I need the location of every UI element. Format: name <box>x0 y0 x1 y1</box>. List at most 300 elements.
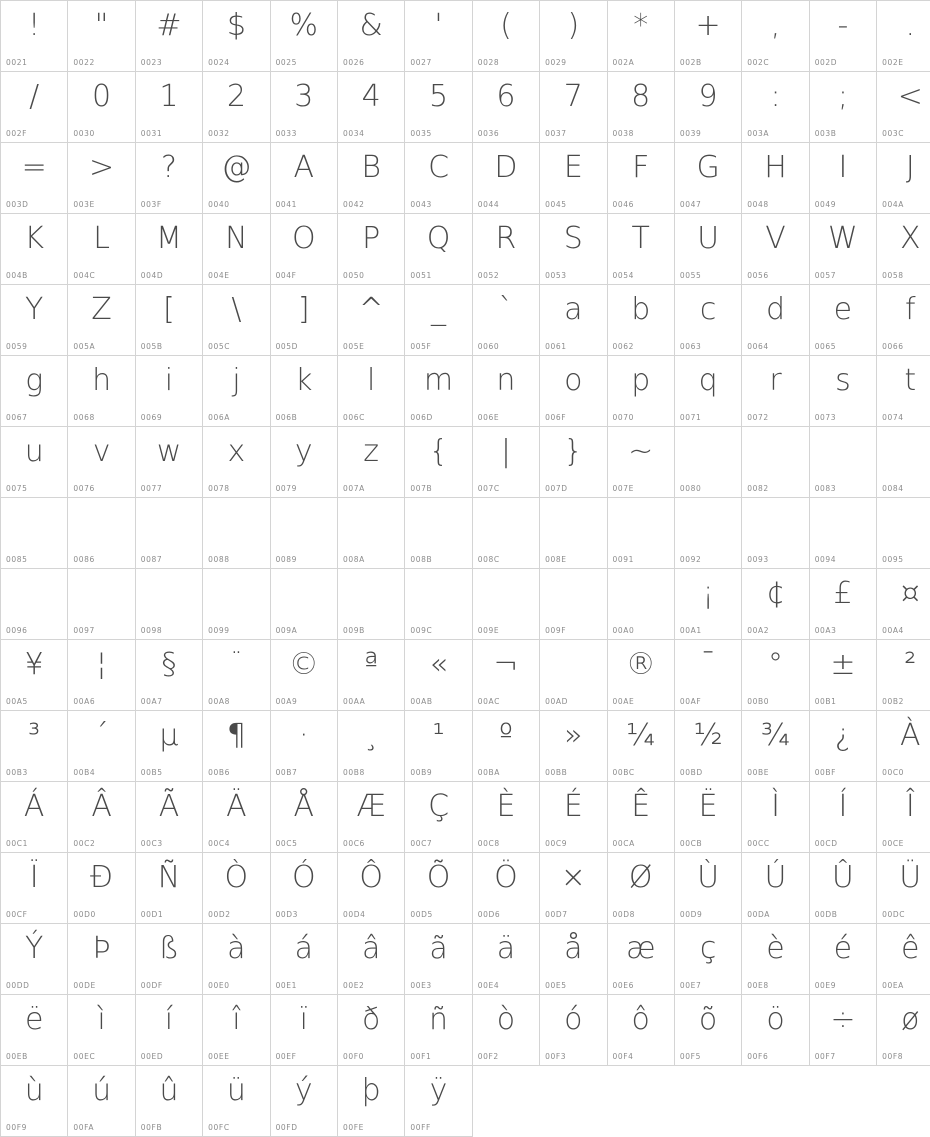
glyph-codepoint: 00B0 <box>747 697 769 706</box>
glyph-character: Ë <box>675 782 741 832</box>
glyph-cell[interactable] <box>270 924 337 995</box>
glyph-cell[interactable] <box>674 782 741 853</box>
glyph-cell[interactable] <box>540 498 607 569</box>
glyph-cell[interactable] <box>203 640 270 711</box>
glyph-codepoint: 0072 <box>747 413 769 422</box>
glyph-cell[interactable] <box>472 711 539 782</box>
glyph-character <box>742 498 808 548</box>
glyph-cell[interactable] <box>674 853 741 924</box>
glyph-cell[interactable] <box>809 498 876 569</box>
glyph-cell[interactable] <box>607 640 674 711</box>
glyph-cell[interactable] <box>337 995 404 1066</box>
glyph-codepoint: 0029 <box>545 58 567 67</box>
glyph-cell[interactable] <box>540 1 607 72</box>
glyph-character: - <box>810 1 876 51</box>
glyph-cell[interactable] <box>674 569 741 640</box>
glyph-cell[interactable] <box>270 214 337 285</box>
glyph-cell[interactable] <box>203 995 270 1066</box>
glyph-codepoint: 00D8 <box>613 910 636 919</box>
glyph-character: Q <box>405 214 471 264</box>
glyph-character <box>810 498 876 548</box>
glyph-codepoint: 00BC <box>613 768 635 777</box>
glyph-cell[interactable] <box>809 143 876 214</box>
glyph-cell[interactable] <box>405 1 472 72</box>
glyph-cell[interactable] <box>607 498 674 569</box>
glyph-cell[interactable] <box>742 498 809 569</box>
glyph-cell[interactable] <box>674 995 741 1066</box>
glyph-cell[interactable] <box>742 356 809 427</box>
glyph-character: ? <box>136 143 202 193</box>
glyph-character: ù <box>1 1066 67 1116</box>
glyph-cell[interactable] <box>877 995 930 1066</box>
glyph-cell[interactable] <box>68 640 135 711</box>
glyph-cell[interactable] <box>68 1 135 72</box>
glyph-cell[interactable] <box>203 285 270 356</box>
glyph-codepoint: 007A <box>343 484 365 493</box>
glyph-character: Î <box>877 782 930 832</box>
glyph-cell[interactable] <box>472 782 539 853</box>
glyph-cell[interactable] <box>540 782 607 853</box>
glyph-codepoint: 0077 <box>141 484 163 493</box>
glyph-cell[interactable] <box>742 782 809 853</box>
glyph-cell[interactable] <box>337 1066 404 1137</box>
glyph-cell[interactable] <box>135 924 202 995</box>
glyph-cell[interactable] <box>337 285 404 356</box>
glyph-cell[interactable] <box>135 1066 202 1137</box>
glyph-cell[interactable] <box>540 640 607 711</box>
glyph-cell[interactable] <box>1 640 68 711</box>
glyph-cell[interactable] <box>877 72 930 143</box>
glyph-cell[interactable] <box>68 427 135 498</box>
glyph-cell[interactable] <box>674 711 741 782</box>
glyph-cell[interactable] <box>1 995 68 1066</box>
glyph-cell[interactable] <box>203 782 270 853</box>
glyph-cell[interactable] <box>68 1066 135 1137</box>
glyph-character: ½ <box>675 711 741 761</box>
glyph-cell[interactable] <box>405 356 472 427</box>
glyph-cell[interactable] <box>674 72 741 143</box>
glyph-cell[interactable] <box>1 427 68 498</box>
glyph-character: x <box>203 427 269 477</box>
glyph-cell[interactable] <box>607 285 674 356</box>
glyph-character: L <box>68 214 134 264</box>
glyph-cell[interactable] <box>135 356 202 427</box>
glyph-codepoint: 00FF <box>410 1123 431 1132</box>
glyph-character: ü <box>203 1066 269 1116</box>
glyph-codepoint: 00C4 <box>208 839 230 848</box>
glyph-cell[interactable] <box>742 214 809 285</box>
glyph-cell[interactable] <box>270 498 337 569</box>
glyph-cell[interactable] <box>674 285 741 356</box>
glyph-cell[interactable] <box>1 1066 68 1137</box>
glyph-cell[interactable] <box>68 356 135 427</box>
glyph-character: å <box>540 924 606 974</box>
glyph-cell[interactable] <box>472 1 539 72</box>
glyph-codepoint: 00DC <box>882 910 905 919</box>
glyph-cell[interactable] <box>270 427 337 498</box>
glyph-codepoint: 005E <box>343 342 364 351</box>
glyph-cell[interactable] <box>877 498 930 569</box>
glyph-cell[interactable] <box>877 356 930 427</box>
glyph-cell[interactable] <box>540 356 607 427</box>
glyph-cell[interactable] <box>68 711 135 782</box>
glyph-character: ³ <box>1 711 67 761</box>
glyph-cell[interactable] <box>270 640 337 711</box>
glyph-cell[interactable] <box>405 995 472 1066</box>
glyph-cell[interactable] <box>1 782 68 853</box>
glyph-character: þ <box>338 1066 404 1116</box>
glyph-cell[interactable] <box>337 498 404 569</box>
glyph-codepoint: 00A2 <box>747 626 769 635</box>
glyph-codepoint: 00B7 <box>276 768 298 777</box>
glyph-cell[interactable] <box>674 427 741 498</box>
glyph-cell[interactable] <box>203 143 270 214</box>
glyph-character: â <box>338 924 404 974</box>
character-map-row <box>1 995 930 1066</box>
glyph-cell[interactable] <box>742 924 809 995</box>
glyph-character: Û <box>810 853 876 903</box>
glyph-cell[interactable] <box>674 214 741 285</box>
glyph-codepoint: 006E <box>478 413 499 422</box>
glyph-cell[interactable] <box>337 214 404 285</box>
glyph-cell[interactable] <box>809 427 876 498</box>
glyph-cell[interactable] <box>472 640 539 711</box>
glyph-cell[interactable] <box>742 711 809 782</box>
glyph-cell[interactable] <box>405 853 472 924</box>
glyph-character: ñ <box>405 995 471 1045</box>
glyph-cell[interactable] <box>540 995 607 1066</box>
glyph-cell[interactable] <box>877 711 930 782</box>
glyph-cell[interactable] <box>809 285 876 356</box>
glyph-cell[interactable] <box>809 782 876 853</box>
glyph-cell[interactable] <box>203 427 270 498</box>
glyph-cell[interactable] <box>405 143 472 214</box>
glyph-cell[interactable] <box>405 569 472 640</box>
glyph-codepoint: 002F <box>6 129 27 138</box>
glyph-cell[interactable] <box>809 72 876 143</box>
glyph-cell[interactable] <box>607 214 674 285</box>
glyph-character: ± <box>810 640 876 690</box>
glyph-cell[interactable] <box>135 72 202 143</box>
glyph-character: S <box>540 214 606 264</box>
glyph-cell[interactable] <box>1 1 68 72</box>
glyph-cell[interactable] <box>1 711 68 782</box>
glyph-character: G <box>675 143 741 193</box>
glyph-cell[interactable] <box>809 711 876 782</box>
glyph-cell[interactable] <box>607 1 674 72</box>
glyph-codepoint: 004C <box>73 271 95 280</box>
glyph-character: Æ <box>338 782 404 832</box>
glyph-cell[interactable] <box>337 711 404 782</box>
glyph-cell[interactable] <box>1 356 68 427</box>
glyph-cell[interactable] <box>674 640 741 711</box>
glyph-cell[interactable] <box>135 1 202 72</box>
glyph-cell[interactable] <box>203 498 270 569</box>
glyph-cell[interactable] <box>203 711 270 782</box>
glyph-codepoint: 00E1 <box>276 981 297 990</box>
glyph-codepoint: 0030 <box>73 129 95 138</box>
glyph-cell[interactable] <box>270 711 337 782</box>
glyph-cell[interactable] <box>540 214 607 285</box>
glyph-cell[interactable] <box>472 853 539 924</box>
glyph-cell[interactable] <box>674 924 741 995</box>
glyph-codepoint: 0088 <box>208 555 230 564</box>
glyph-cell[interactable] <box>405 285 472 356</box>
glyph-cell[interactable] <box>472 569 539 640</box>
glyph-cell[interactable] <box>405 72 472 143</box>
glyph-character: © <box>271 640 337 690</box>
glyph-cell[interactable] <box>405 924 472 995</box>
glyph-cell[interactable] <box>809 924 876 995</box>
glyph-cell[interactable] <box>877 427 930 498</box>
glyph-codepoint: 0054 <box>613 271 635 280</box>
glyph-cell[interactable] <box>68 782 135 853</box>
glyph-cell[interactable] <box>405 498 472 569</box>
glyph-cell[interactable] <box>742 143 809 214</box>
glyph-cell[interactable] <box>607 427 674 498</box>
glyph-cell[interactable] <box>135 427 202 498</box>
glyph-cell[interactable] <box>68 924 135 995</box>
glyph-cell[interactable] <box>203 1 270 72</box>
glyph-cell[interactable] <box>68 569 135 640</box>
glyph-character <box>608 498 674 548</box>
glyph-cell[interactable] <box>270 782 337 853</box>
glyph-character: Ý <box>1 924 67 974</box>
glyph-cell[interactable] <box>1 924 68 995</box>
glyph-cell[interactable] <box>809 640 876 711</box>
glyph-cell[interactable] <box>68 853 135 924</box>
glyph-cell[interactable] <box>135 711 202 782</box>
glyph-cell[interactable] <box>540 427 607 498</box>
glyph-cell[interactable] <box>877 853 930 924</box>
glyph-cell[interactable] <box>472 72 539 143</box>
glyph-cell[interactable] <box>68 214 135 285</box>
glyph-cell[interactable] <box>877 782 930 853</box>
glyph-cell[interactable] <box>877 569 930 640</box>
glyph-cell[interactable] <box>877 1 930 72</box>
glyph-codepoint: 0034 <box>343 129 365 138</box>
glyph-cell[interactable] <box>1 72 68 143</box>
glyph-codepoint: 006B <box>276 413 298 422</box>
glyph-cell[interactable] <box>203 356 270 427</box>
glyph-cell[interactable] <box>674 498 741 569</box>
glyph-cell[interactable] <box>809 214 876 285</box>
glyph-cell[interactable] <box>337 427 404 498</box>
glyph-codepoint: 0057 <box>815 271 837 280</box>
glyph-cell[interactable] <box>405 711 472 782</box>
glyph-character: ` <box>473 285 539 335</box>
glyph-cell[interactable] <box>135 143 202 214</box>
glyph-cell[interactable] <box>742 1 809 72</box>
glyph-cell[interactable] <box>607 711 674 782</box>
glyph-cell[interactable] <box>607 924 674 995</box>
character-map-row <box>1 143 930 214</box>
glyph-cell[interactable] <box>337 143 404 214</box>
glyph-cell[interactable] <box>135 498 202 569</box>
glyph-cell[interactable] <box>270 1 337 72</box>
glyph-cell[interactable] <box>742 640 809 711</box>
glyph-cell[interactable] <box>135 782 202 853</box>
glyph-cell[interactable] <box>607 569 674 640</box>
glyph-cell[interactable] <box>540 569 607 640</box>
glyph-cell[interactable] <box>809 356 876 427</box>
glyph-codepoint: 003D <box>6 200 29 209</box>
glyph-codepoint: 0064 <box>747 342 769 351</box>
glyph-cell[interactable] <box>405 427 472 498</box>
glyph-cell[interactable] <box>68 995 135 1066</box>
glyph-codepoint: 0065 <box>815 342 837 351</box>
glyph-character: g <box>1 356 67 406</box>
glyph-character: # <box>136 1 202 51</box>
glyph-cell[interactable] <box>1 498 68 569</box>
glyph-cell[interactable] <box>472 498 539 569</box>
glyph-character: @ <box>203 143 269 193</box>
glyph-cell[interactable] <box>337 356 404 427</box>
glyph-cell[interactable] <box>742 569 809 640</box>
glyph-cell[interactable] <box>270 1066 337 1137</box>
glyph-cell[interactable] <box>405 782 472 853</box>
glyph-codepoint: 00C5 <box>276 839 298 848</box>
glyph-cell[interactable] <box>405 214 472 285</box>
glyph-cell[interactable] <box>607 853 674 924</box>
character-map-row <box>1 498 930 569</box>
glyph-cell[interactable] <box>809 853 876 924</box>
glyph-codepoint: 002E <box>882 58 903 67</box>
glyph-cell[interactable] <box>135 214 202 285</box>
glyph-cell[interactable] <box>742 427 809 498</box>
glyph-cell[interactable] <box>742 72 809 143</box>
glyph-cell[interactable] <box>68 72 135 143</box>
glyph-cell[interactable] <box>607 995 674 1066</box>
glyph-cell[interactable] <box>742 853 809 924</box>
glyph-cell[interactable] <box>540 72 607 143</box>
glyph-cell[interactable] <box>540 853 607 924</box>
glyph-cell[interactable] <box>405 640 472 711</box>
glyph-codepoint: 00F2 <box>478 1052 499 1061</box>
glyph-character: ¤ <box>877 569 930 619</box>
glyph-cell[interactable] <box>877 924 930 995</box>
glyph-cell[interactable] <box>337 924 404 995</box>
glyph-cell[interactable] <box>270 995 337 1066</box>
glyph-cell[interactable] <box>607 356 674 427</box>
glyph-cell[interactable] <box>674 143 741 214</box>
glyph-cell[interactable] <box>607 782 674 853</box>
glyph-cell[interactable] <box>1 214 68 285</box>
glyph-cell[interactable] <box>135 853 202 924</box>
glyph-cell[interactable] <box>270 143 337 214</box>
glyph-cell[interactable] <box>742 995 809 1066</box>
glyph-cell[interactable] <box>203 853 270 924</box>
glyph-codepoint: 00C2 <box>73 839 95 848</box>
glyph-cell[interactable] <box>270 569 337 640</box>
glyph-cell[interactable] <box>877 640 930 711</box>
glyph-cell[interactable] <box>337 853 404 924</box>
glyph-cell[interactable] <box>540 924 607 995</box>
character-map-row <box>1 853 930 924</box>
glyph-cell[interactable] <box>877 285 930 356</box>
glyph-cell[interactable] <box>472 427 539 498</box>
glyph-cell[interactable] <box>270 72 337 143</box>
glyph-cell[interactable] <box>135 569 202 640</box>
glyph-codepoint: 0021 <box>6 58 28 67</box>
glyph-cell[interactable] <box>674 1 741 72</box>
glyph-cell[interactable] <box>203 214 270 285</box>
glyph-cell[interactable] <box>1 569 68 640</box>
glyph-cell[interactable] <box>472 143 539 214</box>
glyph-character: Ã <box>136 782 202 832</box>
glyph-codepoint: 00CD <box>815 839 838 848</box>
glyph-codepoint: 00BD <box>680 768 703 777</box>
glyph-cell[interactable] <box>405 1066 472 1137</box>
glyph-codepoint: 00EF <box>276 1052 297 1061</box>
glyph-cell[interactable] <box>877 214 930 285</box>
glyph-codepoint: 006A <box>208 413 230 422</box>
glyph-codepoint: 0060 <box>478 342 500 351</box>
glyph-cell[interactable] <box>337 640 404 711</box>
glyph-cell[interactable] <box>809 1 876 72</box>
glyph-cell[interactable] <box>607 72 674 143</box>
character-map-row <box>1 782 930 853</box>
glyph-cell[interactable] <box>674 356 741 427</box>
glyph-codepoint: 0089 <box>276 555 298 564</box>
glyph-cell[interactable] <box>472 356 539 427</box>
glyph-codepoint: 00E0 <box>208 981 229 990</box>
glyph-codepoint: 00FA <box>73 1123 94 1132</box>
glyph-codepoint: 00B8 <box>343 768 365 777</box>
glyph-cell[interactable] <box>540 285 607 356</box>
glyph-cell[interactable] <box>742 285 809 356</box>
glyph-cell[interactable] <box>68 285 135 356</box>
glyph-character: z <box>338 427 404 477</box>
glyph-cell[interactable] <box>135 640 202 711</box>
glyph-cell[interactable] <box>203 569 270 640</box>
glyph-cell[interactable] <box>472 285 539 356</box>
glyph-cell[interactable] <box>337 72 404 143</box>
glyph-cell[interactable] <box>809 569 876 640</box>
glyph-cell[interactable] <box>135 285 202 356</box>
glyph-cell[interactable] <box>472 214 539 285</box>
glyph-cell[interactable] <box>337 1 404 72</box>
glyph-cell[interactable] <box>540 143 607 214</box>
glyph-cell[interactable] <box>1 143 68 214</box>
glyph-cell[interactable] <box>68 143 135 214</box>
glyph-cell[interactable] <box>337 782 404 853</box>
glyph-character: ¦ <box>68 640 134 690</box>
glyph-cell[interactable] <box>203 1066 270 1137</box>
glyph-cell[interactable] <box>203 72 270 143</box>
glyph-cell[interactable] <box>270 285 337 356</box>
glyph-cell[interactable] <box>135 995 202 1066</box>
glyph-character: 9 <box>675 72 741 122</box>
glyph-codepoint: 0086 <box>73 555 95 564</box>
glyph-cell[interactable] <box>809 995 876 1066</box>
glyph-character: } <box>540 427 606 477</box>
glyph-cell[interactable] <box>472 995 539 1066</box>
glyph-cell[interactable] <box>607 143 674 214</box>
glyph-cell[interactable] <box>472 924 539 995</box>
glyph-codepoint: 00E2 <box>343 981 364 990</box>
glyph-cell[interactable] <box>877 143 930 214</box>
glyph-cell[interactable] <box>270 853 337 924</box>
glyph-cell[interactable] <box>203 924 270 995</box>
glyph-cell[interactable] <box>1 285 68 356</box>
glyph-character: i <box>136 356 202 406</box>
glyph-cell[interactable] <box>540 711 607 782</box>
glyph-cell[interactable] <box>270 356 337 427</box>
glyph-cell[interactable] <box>68 498 135 569</box>
glyph-cell[interactable] <box>337 569 404 640</box>
glyph-cell[interactable] <box>1 853 68 924</box>
